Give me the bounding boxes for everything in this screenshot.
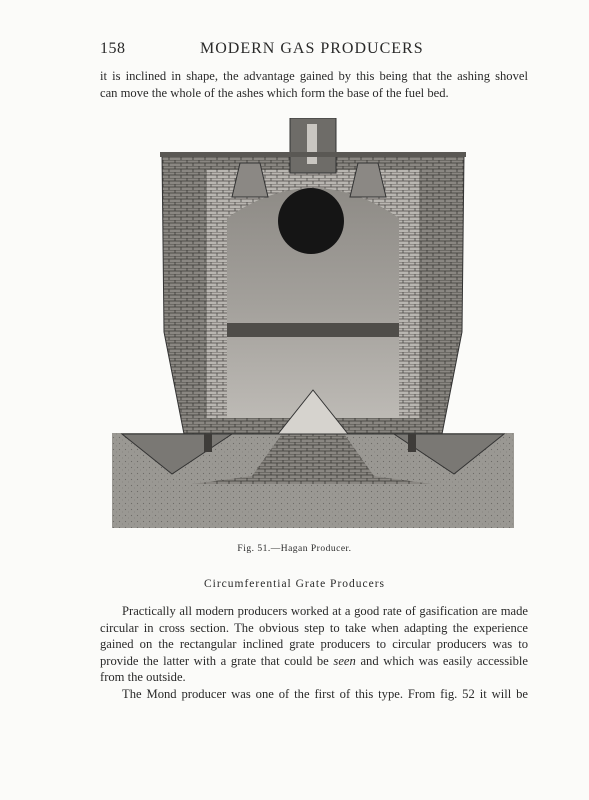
body-paragraph-1: [100, 603, 528, 686]
text-line: it is inclined in shape, the advantage gained by this being that the ashing shovel: [100, 69, 528, 83]
text-run: and which was easily accessible: [355, 653, 528, 668]
text-line: circular in cross section. The obvious step to take when adapting the experience: [100, 620, 528, 635]
text-line: can move the whole of the ashes which form the base of the fuel bed.: [100, 85, 449, 100]
page-number: 158: [100, 40, 126, 57]
text-line: Practically all modern producers worked at a good rate of gasification are made: [122, 604, 528, 618]
caption-text: —Hagan Producer.: [270, 544, 352, 554]
hagan-producer-illustration: [112, 118, 514, 528]
intro-paragraph: [100, 68, 528, 101]
text-line: The Mond producer was one of the first of this type. From fig. 52 it will be: [122, 687, 528, 701]
emphasis: seen: [333, 653, 356, 668]
text-run: provide the latter with a grate that could be: [100, 653, 334, 668]
running-head: MODERN GAS PRODUCERS: [200, 40, 424, 57]
text-line: [100, 653, 528, 670]
text-line: gained on the rectangular inclined grate producers to circular producers was to: [100, 637, 528, 651]
body-paragraph-2: [100, 686, 528, 703]
text-line: from the outside.: [100, 670, 186, 684]
caption-prefix: Fig. 51.: [237, 544, 271, 554]
figure-caption: [0, 544, 589, 554]
section-heading: Circumferential Grate Producers: [203, 578, 386, 590]
